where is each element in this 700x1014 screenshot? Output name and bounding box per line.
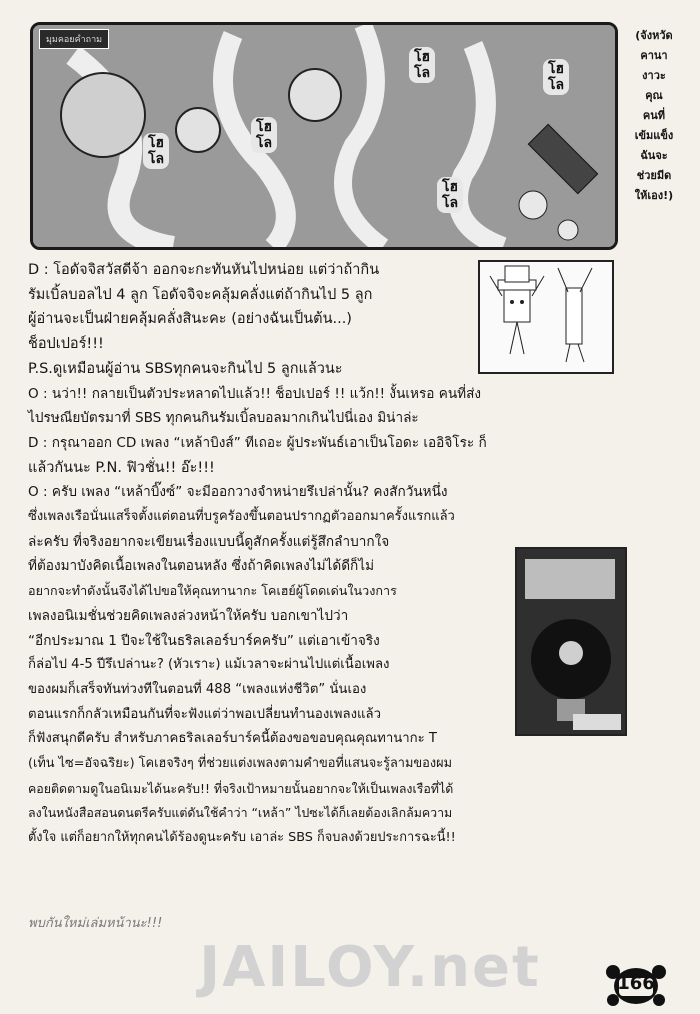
side-note-line: คนที่	[642, 109, 666, 122]
text-line: ลงในหนังสือสอนดนตรีครับแต่ดันใช้คำว่า “เหล้า” ไปซะได้ก็เลยต้องเลิกล้มความ	[28, 805, 453, 821]
side-note-line: (จังหวัด	[635, 29, 673, 42]
chant-text: โฮ โล	[143, 133, 169, 169]
text-line: รัมเบิ้ลบอลไป 4 ลูก โอดัจจิจะคลุ้มคลั่งแต่ถ้ากินไป 5 ลูก	[28, 286, 373, 303]
side-note-line: ฉันจะ	[640, 149, 668, 162]
text-line: D : โอดัจจิสวัสดีจ้า ออกจะกะทันหันไปหน่อย แต่ว่าถ้ากิน	[28, 262, 380, 278]
text-line: ผู้อ่านจะเป็นฝ่ายคลุ้มคลั่งสินะคะ (อย่างฉันเป็นต้น...)	[28, 311, 352, 328]
side-note-line: คุณ	[645, 89, 663, 102]
text-line: ไปรษณียบัตรมาที่ SBS ทุกคนกินรัมเบิ้ลบอลมากเกินไปนี่เอง มิน่าล่ะ	[28, 410, 419, 427]
text-line: O : ครับ เพลง “เหล้าบิ๊งซ์” จะมีออกวางจำหน่ายรึเปล่านั้น? คงสักวันหนึ่ง	[28, 484, 448, 501]
text-line: ตั้งใจ แต่ก็อยากให้ทุกคนได้ร้องดูนะครับ เอาล่ะ SBS ก็จบลงด้วยประการฉะนี้!!	[28, 830, 456, 846]
side-note-line: ช่วยมีด	[636, 169, 672, 182]
text-line: ของผมก็เสร็จทันท่วงทีในตอนที่ 488 “เพลงแห่งชีวิต” นั่นเอง	[28, 681, 367, 697]
page-number-badge	[603, 962, 669, 1006]
fan-art-panel	[30, 22, 618, 250]
text-line: คอยติดตามดูในอนิเมะได้นะครับ!! ที่จริงเป้าหมายนั้นอยากจะให้เป็นเพลงเรือที่ได้	[28, 780, 454, 796]
text-line: ช็อปเปอร์!!!	[28, 336, 104, 353]
chant-text: โฮ โล	[543, 59, 569, 95]
chant-text: โฮ โล	[437, 177, 463, 213]
side-note-line: เข้มแข็ง	[634, 129, 674, 142]
watermark: JAILOY.net	[199, 935, 541, 1000]
text-line: ซึ่งเพลงเรือนั่นแสร็จตั้งแต่ตอนที่บรูครัองขึ้นตอนปรากฏตัวออกมาครั้งแรกแล้ว	[28, 509, 455, 525]
sbs-text	[28, 258, 668, 851]
text-line: ก็ล่อไป 4-5 ปีรึเปล่านะ? (หัวเราะ) แม้เวลาจะผ่านไปแต่เนื้อเพลง	[28, 657, 390, 673]
text-line: O : นว่า!! กลายเป็นตัวประหลาดไปแล้ว!! ช็อปเปอร์ !! แว้ก!! งั้นเหรอ คนที่ส่ง	[28, 385, 482, 402]
side-note	[614, 26, 694, 206]
side-note-line: ให้เอง!)	[634, 189, 674, 202]
fan-art-illustration	[33, 25, 615, 247]
text-line: “อีกประมาณ 1 ปีจะใช้ในธริลเลอร์บาร์คครับ” แต่เอาเข้าจริง	[28, 632, 380, 649]
panel-label: มุมคอยคำถาม	[39, 29, 109, 49]
text-line: ก็ฟังสนุกดีครับ สำหรับภาคธริลเลอร์บาร์คนี้ต้องขอขอบคุณคุณทานากะ T	[28, 731, 437, 747]
text-line: (เท็น ไซ=อัจฉริยะ) โคเฮจริงๆ ที่ช่วยแต่งเพลงตามคำขอที่แสนจะรู้ลามของผม	[28, 756, 453, 772]
closing-note: พบกันใหม่เล่มหน้านะ!!!	[28, 916, 163, 931]
chant-text: โฮ โล	[251, 117, 277, 153]
text-line: P.S.ดูเหมือนผู้อ่าน SBSทุกคนจะกินไป 5 ลูกแล้วนะ	[28, 360, 343, 377]
text-line: เพลงอนิเมชั่นช่วยคิดเพลงล่วงหน้าให้ครับ บอกเขาไปว่า	[28, 607, 349, 624]
text-line: ที่ต้องมาบังคิดเนื้อเพลงในตอนหลัง ซึ่งถ้าคิดเพลงไม่ได้ดีก็ไม่	[28, 558, 375, 575]
side-note-line: งาวะ	[642, 69, 666, 82]
text-line: D : กรุณาออก CD เพลง “เหล้าบิงส์” ทีเถอะ ผู้ประพันธ์เอาเป็นโอดะ เออิจิโระ ก็	[28, 434, 487, 451]
text-line: ล่ะครับ ที่จริงอยากจะเขียนเรื่องแบบนี้ดูสักครั้งแต่รู้สึกลำบากใจ	[28, 533, 390, 550]
side-note-line: คานา	[640, 49, 668, 62]
page-number: 166	[617, 973, 655, 994]
chant-text: โฮ โล	[409, 47, 435, 83]
text-line: อยากจะทำดังนั้นจึงได้ไปขอให้คุณทานากะ โคเฮย์ผู้โดดเด่นในวงการ	[28, 583, 397, 599]
text-line: ตอนแรกก็กลัวเหมือนกันที่จะฟังแต่ว่าพอเปลี่ยนทำนองเพลงแล้ว	[28, 706, 381, 722]
text-line: แล้วกันนะ P.N. ฟิวชั่น!! อ๊ะ!!!	[28, 459, 215, 476]
